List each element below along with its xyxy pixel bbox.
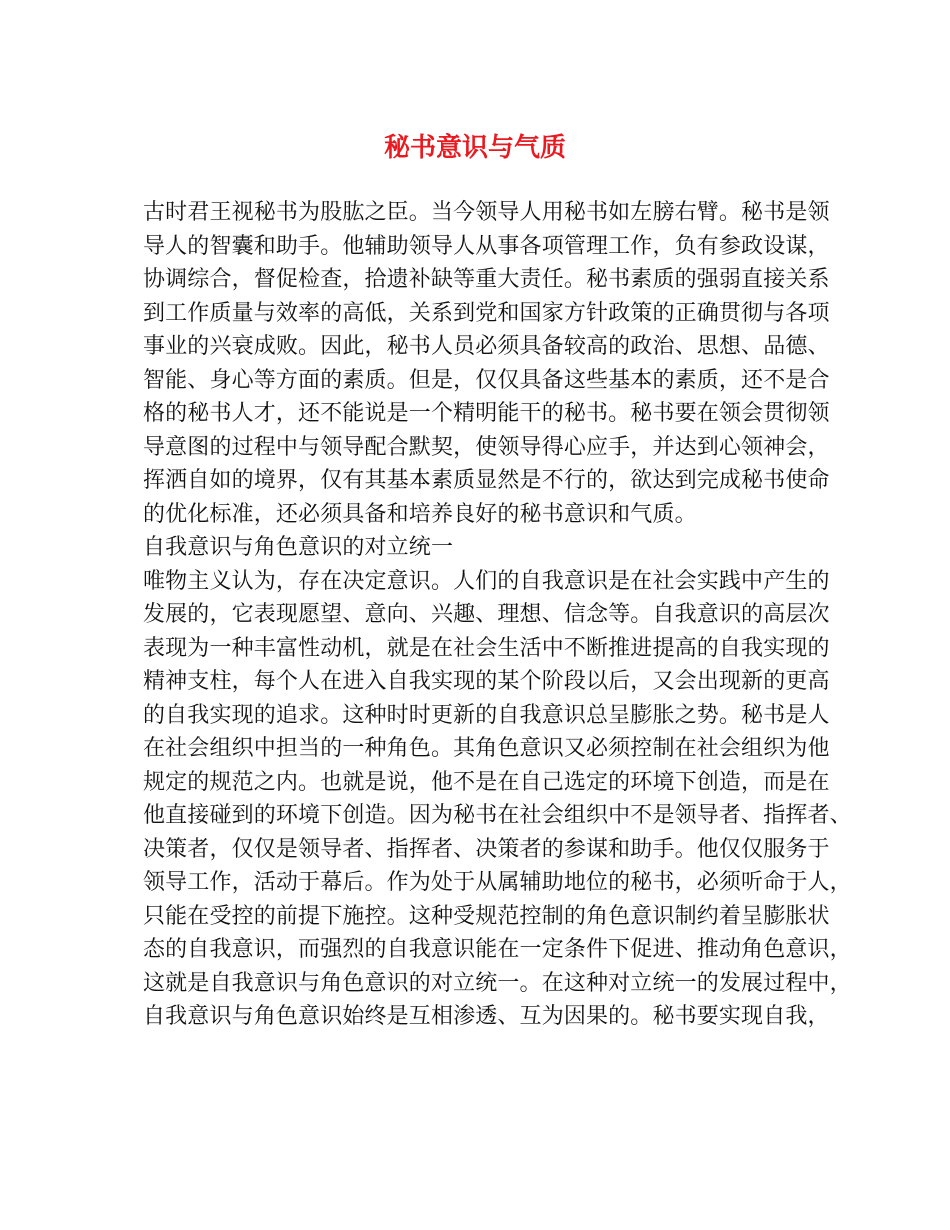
text-line: 只能在受控的前提下施控。这种受规范控制的角色意识制约着呈膨胀状 [143, 903, 830, 929]
text-line: 领导工作，活动于幕后。作为处于从属辅助地位的秘书，必须听命于人， [143, 870, 852, 895]
text-line: 格的秘书人才，还不能说是一个精明能干的秘书。秘书要在领会贯彻领 [143, 401, 830, 426]
text-line: 挥洒自如的境界，仅有其基本素质显然是不行的，欲达到完成秘书使命 [143, 468, 830, 493]
document-body [143, 196, 852, 1034]
text-line: 发展的，它表现愿望、意向、兴趣、理想、信念等。自我意识的高层次 [143, 602, 830, 627]
text-line: 事业的兴衰成败。因此，秘书人员必须具备较高的政治、思想、品德、 [143, 334, 830, 359]
text-line: 导人的智囊和助手。他辅助领导人从事各项管理工作，负有参政设谋， [143, 233, 830, 259]
text-line: 态的自我意识，而强烈的自我意识能在一定条件下促进、推动角色意识， [143, 937, 852, 962]
document-title: 秘书意识与气质 [383, 133, 566, 163]
text-line: 他直接碰到的环境下创造。因为秘书在社会组织中不是领导者、指挥者、 [143, 803, 852, 828]
text-line: 精神支柱，每个人在进入自我实现的某个阶段以后，又会出现新的更高 [143, 669, 830, 694]
text-line: 表现为一种丰富性动机，就是在社会生活中不断推进提高的自我实现的 [143, 635, 830, 661]
text-line: 古时君王视秘书为股肱之臣。当今领导人用秘书如左膀右臂。秘书是领 [143, 200, 830, 225]
text-line: 规定的规范之内。也就是说，他不是在自己选定的环境下创造，而是在 [143, 769, 830, 795]
text-line: 导意图的过程中与领导配合默契，使领导得心应手，并达到心领神会， [143, 434, 830, 460]
text-line: 自我意识与角色意识始终是互相渗透、互为因果的。秘书要实现自我， [143, 1004, 830, 1029]
text-line: 智能、身心等方面的素质。但是，仅仅具备这些基本的素质，还不是合 [143, 367, 830, 393]
text-line: 的优化标准，还必须具备和培养良好的秘书意识和气质。 [143, 501, 697, 527]
text-line: 这就是自我意识与角色意识的对立统一。在这种对立统一的发展过程中， [143, 970, 852, 996]
text-line: 的自我实现的追求。这种时时更新的自我意识总呈膨胀之势。秘书是人 [143, 702, 830, 728]
text-line: 协调综合，督促检查，拾遗补缺等重大责任。秘书素质的强弱直接关系 [143, 267, 830, 292]
section-heading: 自我意识与角色意识的对立统一 [143, 535, 454, 560]
text-line: 在社会组织中担当的一种角色。其角色意识又必须控制在社会组织为他 [143, 736, 830, 761]
text-line: 唯物主义认为，存在决定意识。人们的自我意识是在社会实践中产生的 [143, 568, 830, 594]
text-line: 决策者，仅仅是领导者、指挥者、决策者的参谋和助手。他仅仅服务于 [143, 836, 830, 862]
text-line: 到工作质量与效率的高低，关系到党和国家方针政策的正确贯彻与各项 [143, 300, 830, 326]
